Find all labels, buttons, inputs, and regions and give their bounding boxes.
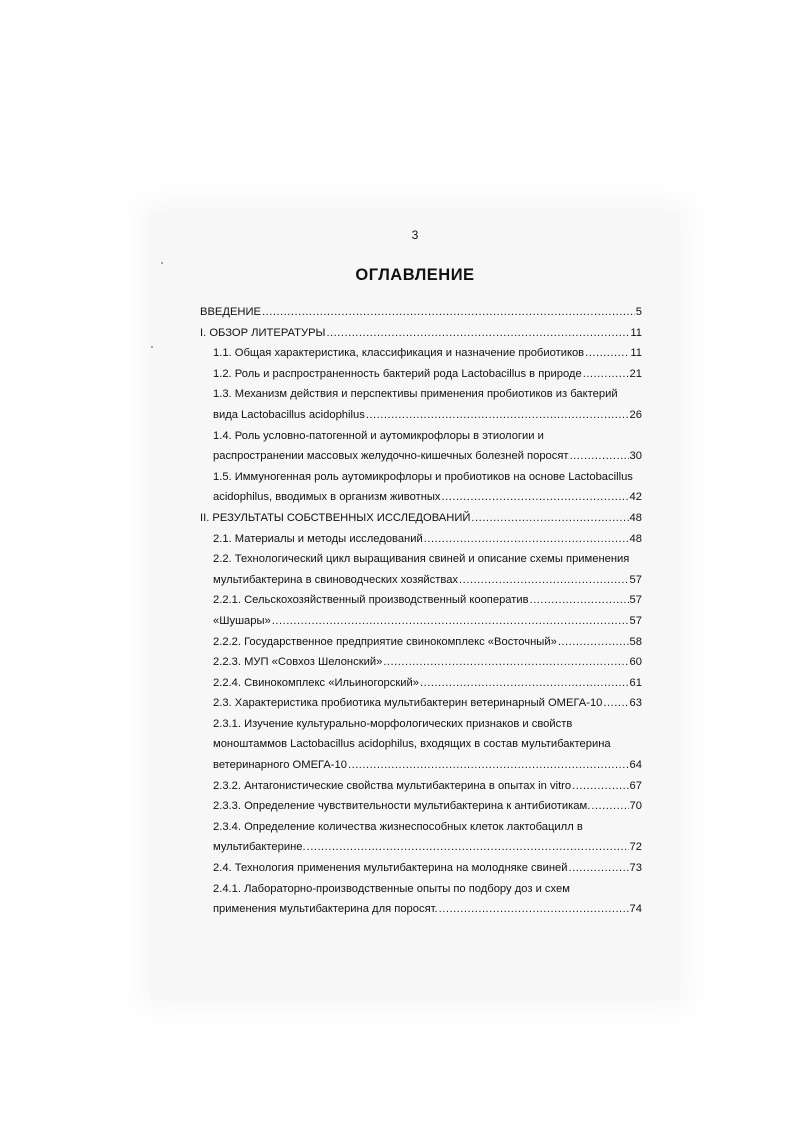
toc-entry[interactable] [200, 632, 642, 653]
toc-entry-text: acidophilus, вводимых в организм животных [213, 491, 441, 504]
scan-speck [151, 346, 153, 348]
toc-entry-text: I. ОБЗОР ЛИТЕРАТУРЫ [200, 326, 326, 339]
dot-leader [383, 652, 628, 673]
dot-leader [591, 796, 628, 817]
toc-page-number: 48 [629, 532, 642, 545]
toc-entry-text: вида Lactobacillus acidophilus [213, 408, 365, 421]
toc-entry-text: 2.2.2. Государственное предприятие свинокомплекс «Восточный» [213, 635, 557, 648]
dot-leader [558, 632, 629, 653]
dot-leader [570, 446, 629, 467]
toc-entry-text: применения мультибактерина для поросят. [213, 903, 438, 916]
toc-entry-text: 2.4. Технология применения мультибактерина на молодняке свиней [213, 862, 568, 875]
toc-entry-text: 1.1. Общая характеристика, классификация и назначение пробиотиков [213, 347, 585, 360]
dot-leader [585, 343, 629, 364]
toc-page-number: 21 [629, 367, 642, 380]
toc-entry[interactable] [200, 343, 642, 364]
toc-entry-text: ветеринарного ОМЕГА-10 [213, 759, 347, 772]
toc-page-number: 72 [629, 841, 642, 854]
toc-entry-text: 2.3.2. Антагонистические свойства мультибактерина в опытах in vitro [213, 779, 572, 792]
dot-leader [366, 405, 629, 426]
toc-entry-text: мультибактерина в свиноводческих хозяйствах [213, 573, 459, 586]
toc-page-number: 64 [629, 759, 642, 772]
toc-entry-text: 2.1. Материалы и методы исследований [213, 532, 423, 545]
toc-entry[interactable] [200, 426, 642, 467]
toc-entry[interactable] [200, 467, 642, 508]
toc-entry-text: ВВЕДЕНИЕ [200, 306, 262, 318]
toc-page-number: 74 [629, 903, 642, 916]
toc-entry-text: мультибактерине. [213, 841, 306, 854]
toc-entry[interactable] [200, 858, 642, 879]
toc-entry-text: 2.3.4. Определение количества жизнеспособных клеток лактобацилл в [213, 820, 583, 833]
toc-entry-text: 2.3.1. Изучение культурально-морфологических признаков и свойств [213, 717, 573, 730]
toc-entry-text: распространении массовых желудочно-кишечных болезней поросят [213, 450, 569, 463]
toc-entry-text: 2.2. Технологический цикл выращивания свиней и описание схемы применения [213, 553, 630, 566]
dot-leader [326, 323, 629, 344]
dot-leader [572, 776, 628, 797]
toc-entry-text: 2.2.1. Сельскохозяйственный производственный кооператив [213, 594, 529, 607]
toc-page-number: 57 [629, 573, 642, 586]
dot-leader [603, 693, 628, 714]
toc-entry[interactable] [200, 302, 642, 323]
toc-entry[interactable] [200, 673, 642, 694]
toc-page-number: 63 [629, 697, 642, 710]
toc-page-number: 57 [629, 614, 642, 627]
toc-entry[interactable] [200, 693, 642, 714]
toc-page-number: 5 [635, 306, 642, 318]
toc-entry-text: 2.2.3. МУП «Совхоз Шелонский» [213, 656, 383, 669]
toc-entry[interactable] [200, 652, 642, 673]
dot-leader [568, 858, 628, 879]
toc-page-number: 57 [629, 594, 642, 607]
toc-page-number: 30 [629, 450, 642, 463]
dot-leader [424, 529, 629, 550]
toc-entry[interactable] [200, 714, 642, 776]
toc-page-number: 73 [629, 862, 642, 875]
page-number: 3 [411, 228, 419, 242]
toc-entry[interactable] [200, 796, 642, 817]
toc-entry-text: 1.5. Иммуногенная роль аутомикрофлоры и пробиотиков на основе Lactobacillus [213, 470, 633, 483]
toc-page-number: 60 [629, 656, 642, 669]
dot-leader [307, 837, 629, 858]
dot-leader [439, 899, 629, 920]
toc-entry-text: II. РЕЗУЛЬТАТЫ СОБСТВЕННЫХ ИССЛЕДОВАНИЙ [200, 511, 471, 524]
toc-entry-text: 1.4. Роль условно-патогенной и аутомикрофлоры в этиологии и [213, 429, 544, 442]
toc-entry-text: 2.2.4. Свинокомплекс «Ильиногорский» [213, 676, 419, 689]
toc-entry[interactable] [200, 529, 642, 550]
toc-entry-text: моноштаммов Lactobacillus acidophilus, входящих в состав мультибактерина [213, 738, 611, 751]
toc-entry[interactable] [200, 549, 642, 590]
dot-leader [459, 570, 629, 591]
toc-entry[interactable] [200, 776, 642, 797]
toc-entry[interactable] [200, 590, 642, 611]
dot-leader [348, 755, 629, 776]
toc-page-number: 11 [630, 326, 642, 339]
dot-leader [471, 508, 628, 529]
toc-entry-text: «Шушары» [213, 614, 271, 627]
toc-page-number: 70 [629, 800, 642, 813]
toc-entry-text: 2.4.1. Лабораторно-производственные опыты по подбору доз и схем [213, 882, 570, 895]
toc-entry[interactable] [200, 817, 642, 858]
toc-entry[interactable] [200, 508, 642, 529]
toc-entry[interactable] [200, 611, 642, 632]
toc-page-number: 42 [629, 491, 642, 504]
page-title: ОГЛАВЛЕНИЕ [355, 266, 475, 284]
dot-leader [583, 364, 629, 385]
toc-entry-text: 2.3. Характеристика пробиотика мультибактерин ветеринарный ОМЕГА-10 [213, 697, 603, 710]
toc-page-number: 11 [630, 347, 642, 360]
toc-page-number: 58 [629, 635, 642, 648]
toc-entry[interactable] [200, 879, 642, 920]
toc-page-number: 48 [629, 511, 642, 524]
toc-entry[interactable] [200, 323, 642, 344]
dot-leader [442, 487, 629, 508]
dot-leader [530, 590, 629, 611]
dot-leader [272, 611, 629, 632]
toc-page-number: 26 [629, 408, 642, 421]
toc-page-number: 67 [629, 779, 642, 792]
toc-entry-text: 1.2. Роль и распространенность бактерий рода Lactobacillus в природе [213, 367, 582, 380]
toc-entry[interactable] [200, 384, 642, 425]
toc-page-number: 61 [629, 676, 642, 689]
dot-leader [262, 302, 635, 323]
scan-speck [161, 262, 163, 264]
table-of-contents [200, 302, 642, 920]
toc-entry[interactable] [200, 364, 642, 385]
dot-leader [420, 673, 629, 694]
toc-entry-text: 2.3.3. Определение чувствительности мультибактерина к антибиотикам. [213, 800, 591, 813]
toc-entry-text: 1.3. Механизм действия и перспективы применения пробиотиков из бактерий [213, 388, 618, 401]
